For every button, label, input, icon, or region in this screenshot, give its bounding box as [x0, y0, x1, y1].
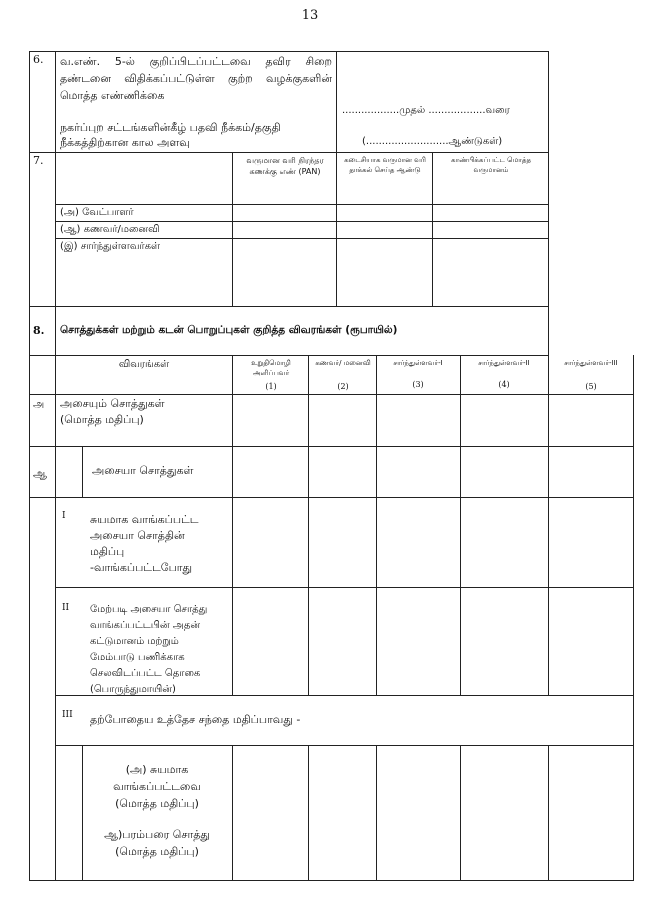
row-iii-self-acquired: (அ) சுயமாக வாங்கப்பட்டவை (மொத்த மதிப்பு): [113, 763, 201, 810]
row-aa-immovable-assets: அசையா சொத்துகள்: [92, 464, 194, 477]
section-8-title: சொத்துக்கள் மற்றும் கடன் பொறுப்புகள் குறித்த விவரங்கள் (ரூபாயில்): [60, 324, 398, 336]
row-i-text: சுயமாக வாங்கப்பட்ட அசையா சொத்தின் மதிப்பு -வாங்கப்பட்டபோது: [90, 513, 199, 574]
header-spouse: கணவர்/ மனைவி: [315, 359, 371, 367]
row-iii-text: தற்போதைய உத்தேச சந்தை மதிப்பாவது -: [90, 713, 301, 726]
section-7-income-header: காண்பிக்கப்பட்ட மொத்த வருமானம்: [450, 156, 532, 174]
row-i-label: I: [62, 511, 66, 521]
section-7-row-spouse: (ஆ) கணவர்/மனைவி: [60, 224, 160, 235]
header-declarant: உறுதிமொழி அளிப்பவர்: [251, 359, 291, 377]
row-iii-inherited: ஆ)பரம்பரை சொத்து (மொத்த மதிப்பு): [104, 828, 210, 858]
header-dependent-2-number: (4): [498, 380, 510, 389]
row-a-movable-assets: அசையும் சொத்துகள் (மொத்த மதிப்பு): [60, 397, 165, 426]
section-7-row-candidate: (அ) வேட்பாளர்: [60, 207, 134, 218]
section-7-pan-header: வருமான வரி நிரந்தர கணக்கு எண் (PAN): [246, 156, 324, 176]
section-7-number: 7.: [33, 154, 44, 167]
row-a-label: அ: [33, 399, 45, 410]
page-number: 13: [301, 8, 319, 23]
header-dependent-2: சார்ந்துள்ளவர்-II: [478, 359, 530, 367]
row-aa-label: ஆ: [33, 467, 47, 480]
row-ii-text: மேற்படி அசையா சொத்து வாங்கப்பட்டபின் அதன் கட்டுமானம் மற்றும் மேம்பாடு பணிக்காக செலவிடப்பட்ட தொகை (பொருந்துமாயின்): [90, 604, 208, 695]
section-7-row-dependents: (இ) சார்ந்துள்ளவர்கள்: [60, 241, 161, 252]
header-dependent-1: சார்ந்துள்ளவர்-I: [393, 359, 443, 367]
section-6-text: வ.எண். 5-ல் குறிப்பிடப்பட்டவை தவிர சிறை தண்டனை விதிக்கப்பட்டுள்ள குற்ற வழக்குகளின் மொத்த எண்ணிக்கை: [60, 55, 332, 102]
header-dependent-3: சார்ந்துள்ளவர்-III: [564, 359, 618, 367]
header-dependent-1-number: (3): [412, 380, 424, 389]
header-spouse-number: (2): [337, 382, 349, 391]
header-details: விவரங்கள்: [118, 359, 170, 370]
section-6-years-value: (..........................ஆண்டுகள்): [362, 136, 503, 147]
section-7-year-header: கடைசியாக வருமான வரி தாக்கல் செய்த ஆண்டு: [344, 156, 426, 174]
header-declarant-number: (1): [265, 382, 277, 391]
section-8-number: 8.: [33, 324, 45, 337]
header-dependent-3-number: (5): [585, 382, 597, 391]
section-6-number: 6.: [33, 53, 44, 66]
section-6-period-value: ..................முதல் ..................வரை: [342, 105, 510, 116]
row-ii-label: II: [62, 603, 70, 613]
row-iii-label: III: [62, 710, 73, 720]
section-6-period-text: நகர்ப்புற சட்டங்களின்கீழ் பதவி நீக்கம்/தகுதி நீக்கத்திற்கான கால அளவு: [60, 121, 281, 149]
